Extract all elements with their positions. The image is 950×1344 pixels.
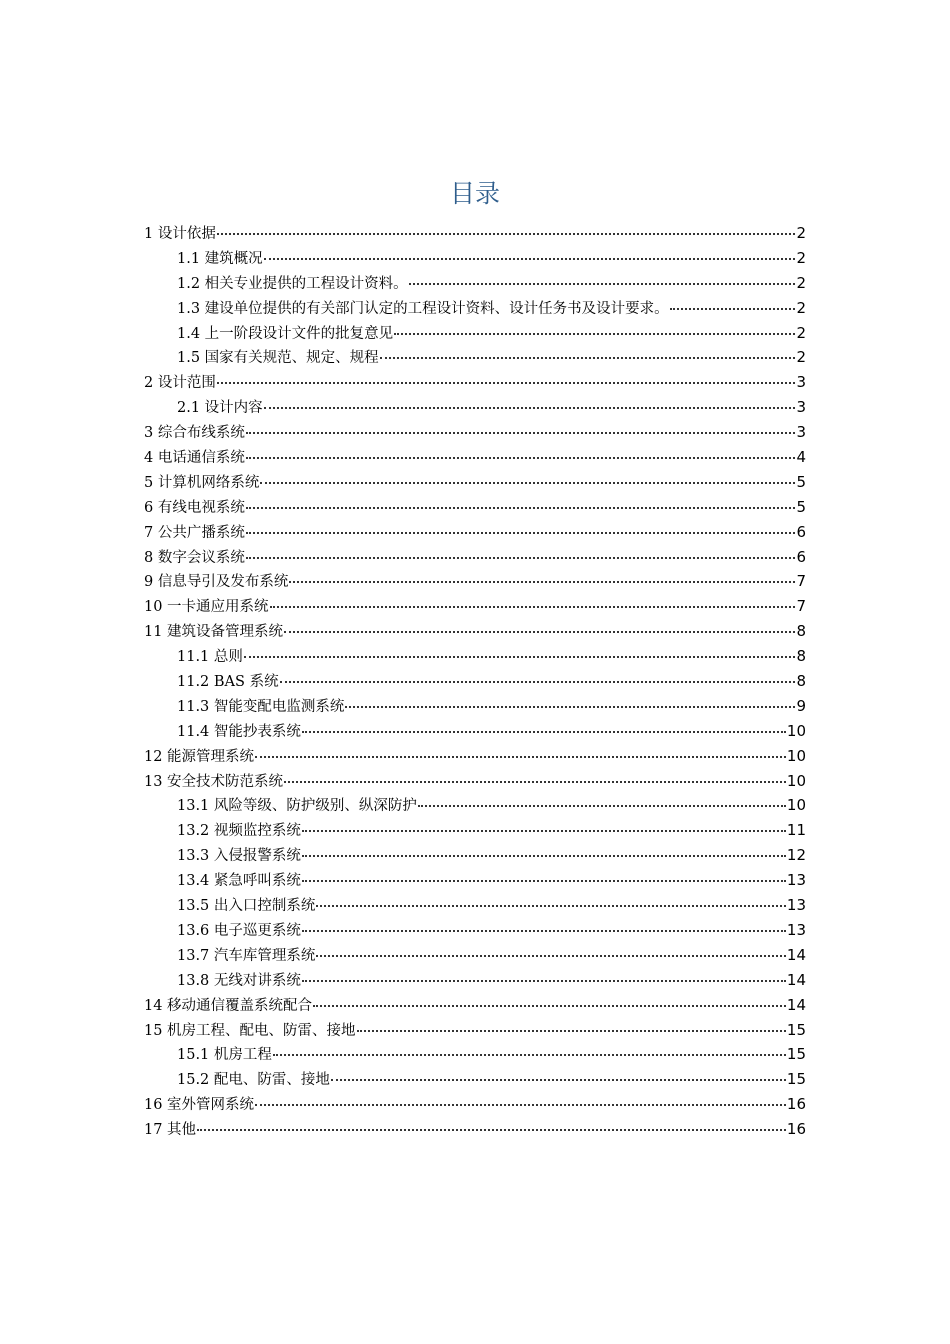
toc-entry-label: 17 其他 — [144, 1122, 197, 1139]
toc-entry-label: 5 计算机网络系统 — [144, 474, 260, 491]
toc-entry[interactable] — [144, 470, 806, 495]
toc-entry-label: 15.2 配电、防雷、接地 — [177, 1072, 330, 1089]
toc-entry-label: 11 建筑设备管理系统 — [144, 624, 284, 641]
toc-entry[interactable] — [144, 744, 806, 769]
toc-entry-label: 11.1 总则 — [177, 649, 243, 666]
toc-entry[interactable] — [144, 545, 806, 570]
toc-entry-page-number: 2 — [796, 224, 806, 242]
toc-dot-leader — [380, 357, 796, 359]
toc-entry-label: 2.1 设计内容 — [177, 400, 263, 417]
toc-entry[interactable] — [144, 719, 806, 744]
toc-entry-label: 13.3 入侵报警系统 — [177, 848, 301, 865]
toc-entry[interactable] — [144, 669, 806, 694]
toc-entry-page-number: 12 — [786, 846, 806, 865]
toc-entry-page-number: 15 — [786, 1045, 806, 1064]
toc-entry-page-number: 10 — [786, 771, 806, 790]
toc-entry-label: 1.4 上一阶段设计文件的批复意见 — [177, 325, 394, 342]
toc-entry[interactable] — [144, 1092, 806, 1117]
toc-dot-leader — [302, 930, 786, 932]
toc-entry-label: 1.5 国家有关规范、规定、规程 — [177, 350, 379, 367]
toc-entry-page-number: 13 — [786, 871, 806, 890]
toc-entry[interactable] — [144, 868, 806, 893]
toc-entry[interactable] — [144, 1042, 806, 1067]
toc-entry-page-number: 13 — [786, 920, 806, 939]
toc-dot-leader — [316, 905, 786, 907]
toc-entry-page-number: 16 — [786, 1120, 806, 1139]
toc-entry[interactable] — [144, 694, 806, 719]
toc-entry-label: 13 安全技术防范系统 — [144, 773, 284, 790]
toc-entry[interactable] — [144, 271, 806, 296]
toc-entry-label: 13.2 视频监控系统 — [177, 823, 301, 840]
toc-entry-page-number: 14 — [786, 945, 806, 964]
toc-entry-label: 13.5 出入口控制系统 — [177, 898, 316, 915]
toc-entry[interactable] — [144, 495, 806, 520]
toc-dot-leader — [260, 482, 795, 484]
toc-entry[interactable] — [144, 1117, 806, 1142]
toc-entry[interactable] — [144, 968, 806, 993]
toc-entry[interactable] — [144, 321, 806, 346]
toc-entry-label: 4 电话通信系统 — [144, 450, 245, 467]
toc-entry[interactable] — [144, 594, 806, 619]
toc-entry[interactable] — [144, 644, 806, 669]
toc-entry-page-number: 3 — [796, 373, 806, 392]
toc-entry[interactable] — [144, 420, 806, 445]
toc-entry[interactable] — [144, 793, 806, 818]
toc-entry-label: 1.1 建筑概况 — [177, 250, 263, 267]
toc-entry-page-number: 10 — [786, 721, 806, 740]
toc-dot-leader — [280, 681, 796, 683]
toc-entry-label: 14 移动通信覆盖系统配合 — [144, 997, 313, 1014]
toc-dot-leader — [409, 283, 796, 285]
toc-dot-leader — [246, 557, 796, 559]
toc-dot-leader — [217, 233, 796, 235]
toc-entry-page-number: 7 — [796, 572, 806, 591]
toc-title: 目录 — [449, 179, 500, 208]
toc-entry-page-number: 8 — [796, 672, 806, 691]
toc-dot-leader — [302, 830, 786, 832]
toc-entry-page-number: 6 — [796, 522, 806, 541]
toc-entry-page-number: 3 — [796, 423, 806, 442]
toc-dot-leader — [273, 1054, 786, 1056]
toc-dot-leader — [284, 781, 786, 783]
toc-entry-page-number: 13 — [786, 896, 806, 915]
toc-dot-leader — [302, 980, 786, 982]
toc-entry-label: 13.7 汽车库管理系统 — [177, 947, 316, 964]
toc-entry-page-number: 2 — [796, 298, 806, 317]
toc-entry[interactable] — [144, 818, 806, 843]
toc-dot-leader — [246, 457, 796, 459]
toc-dot-leader — [670, 308, 796, 310]
toc-entry-page-number: 9 — [796, 696, 806, 715]
toc-entry-label: 7 公共广播系统 — [144, 524, 245, 541]
toc-dot-leader — [246, 507, 796, 509]
toc-entry[interactable] — [144, 943, 806, 968]
toc-dot-leader — [264, 407, 796, 409]
toc-entry-label: 15 机房工程、配电、防雷、接地 — [144, 1022, 356, 1039]
toc-entry-label: 1.3 建设单位提供的有关部门认定的工程设计资料、设计任务书及设计要求。 — [177, 300, 669, 317]
toc-entry-label: 2 设计范围 — [144, 375, 216, 392]
toc-entry-page-number: 14 — [786, 995, 806, 1014]
toc-entry[interactable] — [144, 1018, 806, 1043]
toc-entry[interactable] — [144, 769, 806, 794]
toc-entry-page-number: 7 — [796, 597, 806, 616]
toc-entry[interactable] — [144, 843, 806, 868]
toc-entry[interactable] — [144, 345, 806, 370]
toc-dot-leader — [264, 258, 796, 260]
toc-dot-leader — [302, 855, 786, 857]
toc-entry[interactable] — [144, 993, 806, 1018]
toc-entry-page-number: 8 — [796, 647, 806, 666]
toc-entry[interactable] — [144, 296, 806, 321]
toc-entry-label: 12 能源管理系统 — [144, 748, 255, 765]
toc-entry-page-number: 15 — [786, 1020, 806, 1039]
toc-dot-leader — [244, 656, 796, 658]
toc-entry-page-number: 10 — [786, 746, 806, 765]
toc-entry[interactable] — [144, 1067, 806, 1092]
toc-entry-label: 11.2 BAS 系统 — [177, 674, 279, 691]
toc-entry[interactable] — [144, 221, 806, 246]
toc-entry-label: 3 综合布线系统 — [144, 425, 245, 442]
toc-dot-leader — [331, 1079, 786, 1081]
toc-dot-leader — [246, 532, 796, 534]
toc-list — [144, 221, 806, 1142]
toc-dot-leader — [302, 731, 786, 733]
toc-entry-label: 13.1 风险等级、防护级别、纵深防护 — [177, 798, 417, 815]
toc-dot-leader — [270, 606, 796, 608]
toc-entry-page-number: 8 — [796, 622, 806, 641]
toc-dot-leader — [313, 1005, 786, 1007]
toc-dot-leader — [255, 756, 786, 758]
toc-entry-label: 13.4 紧急呼叫系统 — [177, 873, 301, 890]
toc-entry-page-number: 2 — [796, 248, 806, 267]
toc-entry-page-number: 2 — [796, 273, 806, 292]
toc-dot-leader — [302, 880, 786, 882]
toc-entry[interactable] — [144, 918, 806, 943]
toc-entry-page-number: 5 — [796, 497, 806, 516]
toc-dot-leader — [345, 706, 795, 708]
toc-entry-label: 10 一卡通应用系统 — [144, 599, 269, 616]
toc-entry-page-number: 3 — [796, 398, 806, 417]
toc-dot-leader — [217, 382, 796, 384]
toc-entry-page-number: 15 — [786, 1070, 806, 1089]
toc-dot-leader — [394, 333, 795, 335]
toc-dot-leader — [255, 1104, 786, 1106]
toc-entry-page-number: 5 — [796, 472, 806, 491]
toc-dot-leader — [246, 432, 796, 434]
toc-entry-page-number: 2 — [796, 323, 806, 342]
toc-entry-page-number: 2 — [796, 348, 806, 367]
toc-entry-page-number: 11 — [786, 821, 806, 840]
toc-dot-leader — [418, 805, 786, 807]
toc-entry-label: 16 室外管网系统 — [144, 1097, 255, 1114]
toc-entry-label: 1.2 相关专业提供的工程设计资料。 — [177, 275, 408, 292]
toc-entry-label: 8 数字会议系统 — [144, 549, 245, 566]
toc-entry[interactable] — [144, 569, 806, 594]
toc-entry[interactable] — [144, 893, 806, 918]
toc-entry-page-number: 6 — [796, 547, 806, 566]
toc-entry-label: 9 信息导引及发布系统 — [144, 574, 289, 591]
toc-entry-page-number: 4 — [796, 448, 806, 467]
toc-entry[interactable] — [144, 395, 806, 420]
toc-dot-leader — [284, 631, 795, 633]
toc-dot-leader — [197, 1129, 786, 1131]
toc-entry[interactable] — [144, 370, 806, 395]
toc-entry-label: 1 设计依据 — [144, 226, 216, 242]
toc-entry-label: 11.3 智能变配电监测系统 — [177, 698, 345, 715]
toc-dot-leader — [289, 581, 795, 583]
toc-entry-label: 15.1 机房工程 — [177, 1047, 272, 1064]
toc-entry-label: 6 有线电视系统 — [144, 499, 245, 516]
toc-entry-page-number: 14 — [786, 970, 806, 989]
toc-dot-leader — [357, 1030, 786, 1032]
toc-entry[interactable] — [144, 246, 806, 271]
toc-entry-label: 13.8 无线对讲系统 — [177, 972, 301, 989]
toc-entry[interactable] — [144, 619, 806, 644]
toc-entry-label: 11.4 智能抄表系统 — [177, 723, 301, 740]
toc-dot-leader — [316, 955, 786, 957]
toc-entry-label: 13.6 电子巡更系统 — [177, 922, 301, 939]
toc-entry-page-number: 10 — [786, 796, 806, 815]
toc-entry[interactable] — [144, 520, 806, 545]
toc-entry[interactable] — [144, 445, 806, 470]
toc-entry-page-number: 16 — [786, 1095, 806, 1114]
